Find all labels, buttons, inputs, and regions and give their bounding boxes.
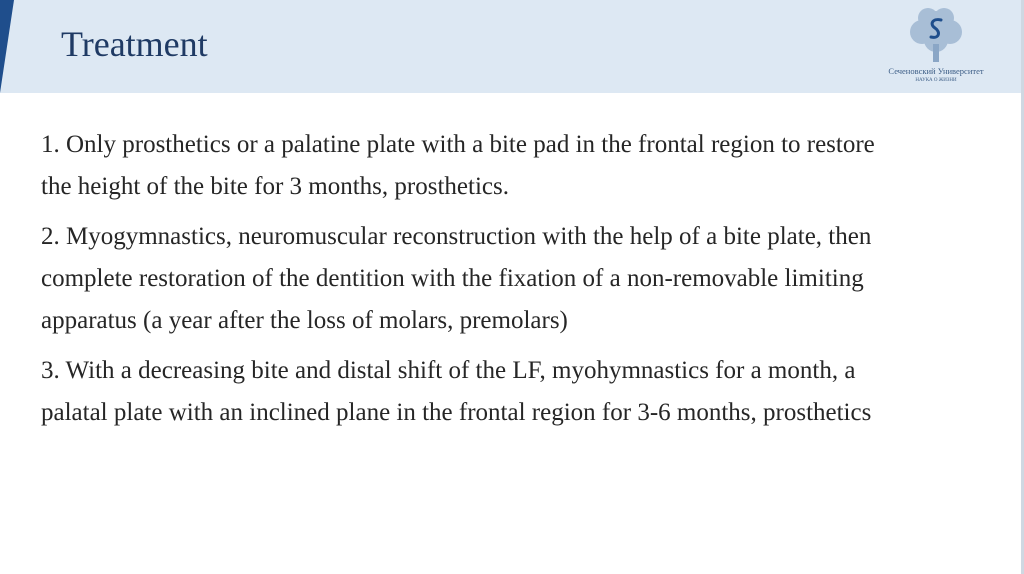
tree-icon — [900, 8, 972, 64]
slide-content — [41, 124, 901, 442]
treatment-item-2: 2. Myogymnastics, neuromuscular reconstruction with the help of a bite plate, then complete restoration of the dentition with the fixation of a non-removable limiting apparatus (a year after the loss of molars, premolars) — [41, 223, 872, 334]
university-logo — [872, 8, 1000, 88]
slide-title: Treatment — [61, 24, 208, 64]
logo-tagline: НАУКА О ЖИЗНИ — [915, 78, 957, 83]
accent-stripe — [0, 0, 14, 93]
treatment-item-3: 3. With a decreasing bite and distal shift of the LF, myohymnastics for a month, a palatal plate with an inclined plane in the frontal region for 3-6 months, prosthetics — [41, 357, 872, 426]
logo-university-name: Сеченовский Университет — [888, 66, 984, 76]
treatment-item-1: 1. Only prosthetics or a palatine plate with a bite pad in the frontal region to restore the height of the bite for 3 months, prosthetics. — [41, 131, 875, 200]
